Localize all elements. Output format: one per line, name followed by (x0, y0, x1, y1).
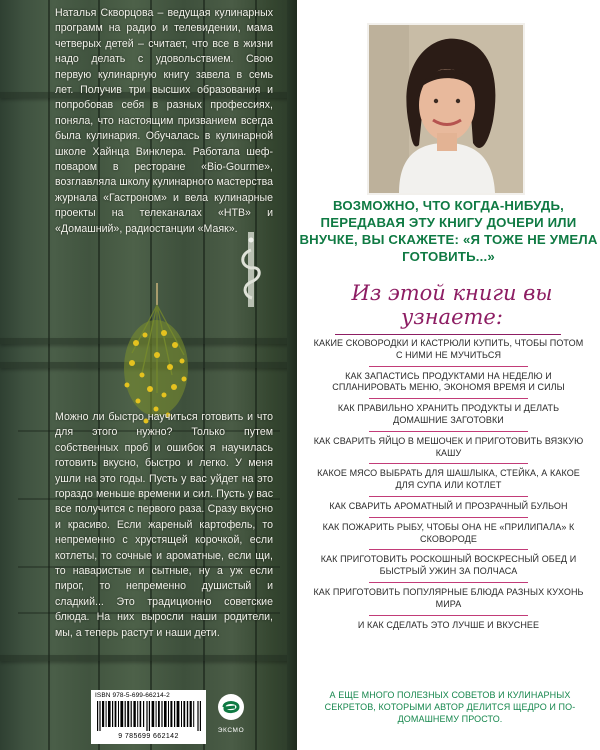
headline-text: ВОЗМОЖНО, ЧТО КОГДА-НИБУДЬ, ПЕРЕДАВАЯ ЭТУ КНИГУ ДОЧЕРИ ИЛИ ВНУЧКЕ, ВЫ СКАЖЕТЕ: «Я ТОЖЕ НЕ УМЕЛА ГОТОВИТЬ...» (299, 198, 598, 264)
topic-divider (369, 398, 528, 399)
author-bio: Наталья Скворцова – ведущая кулинарных программ на радио и телевидении, мама четверых детей – считает, что все в жизни надо делать с удовольствием. Свою первую кулинарную книгу завела в семь лет. Получив три высших образования и попробовав себя в разных профессиях, поняла, что настоящим призванием всегда была кулинария. Обучалась в кулинарной школе Хайнца Винклера. Работала шеф-поваром в ресторане «Bio-Gourme», возглавляла школу кулинарного мастерства журнала «Гастроном» и вела кулинарные проекты на телеканалах «НТВ» и «Домашний», радиостанции «Маяк». (55, 7, 273, 235)
topic-item: КАК ПОЖАРИТЬ РЫБУ, ЧТОБЫ ОНА НЕ «ПРИЛИПАЛА» К СКОВОРОДЕ (322, 521, 575, 544)
topic-item: КАК СВАРИТЬ АРОМАТНЫЙ И ПРОЗРАЧНЫЙ БУЛЬОН (329, 500, 568, 511)
topic-divider (369, 431, 528, 432)
door-photo-panel (0, 0, 297, 750)
topics-heading: Из этой книги вы узнаете: (351, 281, 553, 329)
barcode-block (91, 690, 206, 744)
door-rail (0, 655, 297, 661)
topic-item: И КАК СДЕЛАТЬ ЭТО ЛУЧШЕ И ВКУСНЕЕ (357, 619, 540, 630)
topic-divider (369, 582, 528, 583)
barcode-number: 9 785699 662142 (118, 733, 179, 740)
barcode-icon (97, 701, 201, 731)
topic-divider (369, 517, 528, 518)
topic-item: КАК СВАРИТЬ ЯЙЦО В МЕШОЧЕК И ПРИГОТОВИТЬ ВЯЗКУЮ КАШУ (313, 435, 584, 458)
isbn-text: ISBN 978-5-699-66214-2 (95, 692, 170, 699)
author-portrait (367, 23, 525, 195)
publisher-logo-icon (216, 692, 246, 722)
topic-item: КАК ПРИГОТОВИТЬ ПОПУЛЯРНЫЕ БЛЮДА РАЗНЫХ КУХОНЬ МИРА (313, 586, 584, 609)
door-frame (287, 0, 297, 750)
topic-item: КАК ПРАВИЛЬНО ХРАНИТЬ ПРОДУКТЫ И ДЕЛАТЬ ДОМАШНИЕ ЗАГОТОВКИ (337, 403, 560, 425)
topic-item: КАКОЕ МЯСО ВЫБРАТЬ ДЛЯ ШАШЛЫКА, СТЕЙКА, А КАКОЕ ДЛЯ СУПА ИЛИ КОТЛЕТ (317, 468, 580, 491)
topic-divider (369, 549, 528, 550)
door-hinge-icon (238, 232, 268, 307)
door-plank-seam (48, 0, 50, 750)
topic-item: КАК ЗАПАСТИСЬ ПРОДУКТАМИ НА НЕДЕЛЮ И СПЛАНИРОВАТЬ МЕНЮ, ЭКОНОМЯ ВРЕМЯ И СИЛЫ (332, 370, 565, 393)
author-portrait-image (369, 25, 523, 193)
topic-item: КАК ПРИГОТОВИТЬ РОСКОШНЫЙ ВОСКРЕСНЫЙ ОБЕД И БЫСТРЫЙ УЖИН ЗА ПОЛЧАСА (320, 554, 577, 577)
topic-item: КАКИЕ СКОВОРОДКИ И КАСТРЮЛИ КУПИТЬ, ЧТОБЫ ПОТОМ С НИМИ НЕ МУЧИТЬСЯ (313, 338, 584, 360)
topic-divider (369, 366, 528, 367)
heading-underline (335, 334, 561, 335)
topics-list (311, 338, 586, 631)
intro-text: Можно ли быстро научиться готовить и что для этого нужно? Только путем собственных проб и ошибок я научилась готовить вкусно, быстро и легко. У меня ушли на это годы. Пусть у вас уйдет на это гораздо меньше времени и сил. Пусть у вас все получится с первого раза. Сразу вкусно и красиво. Если жареный картофель, то непременно с хрустящей корочкой, если котлеты, то сочные и ароматные, если щи, то наваристые и сытные, ну а уж если пирог, то непременно душистый и сладкий... Это традиционно советские блюда. На них выросли наши родители, мы, а теперь растут и наши дети. (55, 411, 273, 639)
right-panel (297, 0, 600, 750)
topic-divider (369, 463, 528, 464)
closing-note: А ЕЩЕ МНОГО ПОЛЕЗНЫХ СОВЕТОВ И КУЛИНАРНЫХ СЕКРЕТОВ, КОТОРЫМИ АВТОР ДЕЛИТСЯ ЩЕДРО И ПО-ДОМАШНЕМУ ПРОСТО. (324, 690, 576, 724)
publisher-name: ЭКСМО (217, 727, 245, 734)
topic-divider (369, 496, 528, 497)
publisher-logo (212, 692, 250, 746)
headline (297, 197, 600, 265)
topic-divider (369, 615, 528, 616)
